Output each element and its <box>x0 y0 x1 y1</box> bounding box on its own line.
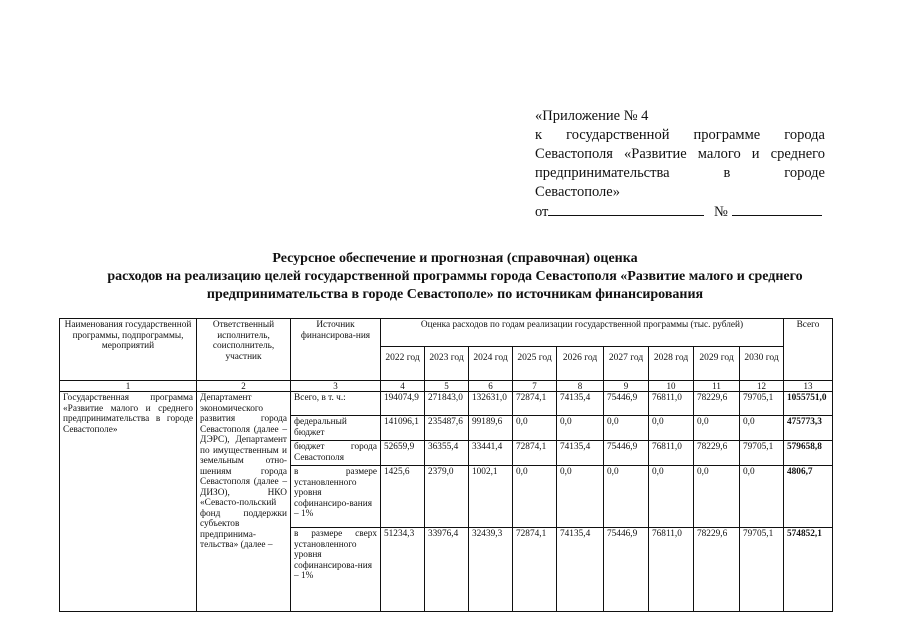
value-cell: 32439,3 <box>469 528 513 612</box>
col-number: 6 <box>469 381 513 392</box>
value-cell: 0,0 <box>513 416 557 441</box>
value-cell: 194074,9 <box>381 392 425 416</box>
header-total: Всего <box>784 319 833 381</box>
col-number: 5 <box>425 381 469 392</box>
value-cell: 36355,4 <box>425 441 469 466</box>
year-header: 2023 год <box>425 347 469 381</box>
year-header: 2026 год <box>557 347 604 381</box>
col-number: 2 <box>197 381 291 392</box>
value-cell: 78229,6 <box>694 528 740 612</box>
document-title <box>40 250 870 304</box>
number-label: № <box>714 204 728 220</box>
value-cell: 72874,1 <box>513 528 557 612</box>
col-number: 9 <box>604 381 649 392</box>
value-cell: 33441,4 <box>469 441 513 466</box>
value-cell: 72874,1 <box>513 441 557 466</box>
program-name: Государственная программа «Развитие малого и среднего предпринимательства в городе Севастополе» <box>60 392 197 612</box>
value-cell: 0,0 <box>604 416 649 441</box>
col-number: 12 <box>740 381 784 392</box>
value-cell: 75446,9 <box>604 528 649 612</box>
value-cell: 1425,6 <box>381 466 425 528</box>
value-cell: 79705,1 <box>740 528 784 612</box>
total-cell: 475773,3 <box>784 416 833 441</box>
year-header: 2025 год <box>513 347 557 381</box>
col-number: 13 <box>784 381 833 392</box>
value-cell: 33976,4 <box>425 528 469 612</box>
source-cell: Всего, в т. ч.: <box>291 392 381 416</box>
value-cell: 271843,0 <box>425 392 469 416</box>
value-cell: 2379,0 <box>425 466 469 528</box>
from-label: от <box>535 204 549 220</box>
value-cell: 132631,0 <box>469 392 513 416</box>
value-cell: 76811,0 <box>649 528 694 612</box>
appendix-line: Севастополя «Развитие малого и среднего <box>535 146 825 162</box>
value-cell: 0,0 <box>740 416 784 441</box>
header-name: Наименования государственной программы, подпрограммы, мероприятий <box>60 319 197 381</box>
title-line: Ресурсное обеспечение и прогнозная (справочная) оценка <box>272 251 638 266</box>
program-executors: Департамент экономического развития города Севастополя (далее – ДЭРС), Департамент по имущественным и земельным отно-шениям города Севастополя (далее – ДИЗО), НКО «Севасто-польский фонд поддержки субъектов предпринима-тельства» (далее – <box>197 392 291 612</box>
col-number: 10 <box>649 381 694 392</box>
header-estimate: Оценка расходов по годам реализации государственной программы (тыс. рублей) <box>381 319 784 347</box>
header-source: Источник финансирова-ния <box>291 319 381 381</box>
year-header: 2028 год <box>649 347 694 381</box>
value-cell: 78229,6 <box>694 441 740 466</box>
year-header: 2022 год <box>381 347 425 381</box>
value-cell: 79705,1 <box>740 392 784 416</box>
value-cell: 0,0 <box>649 416 694 441</box>
col-number: 7 <box>513 381 557 392</box>
value-cell: 0,0 <box>604 466 649 528</box>
funding-table <box>59 318 833 612</box>
appendix-header <box>535 107 825 222</box>
col-number: 3 <box>291 381 381 392</box>
appendix-title: «Приложение № 4 <box>535 108 649 124</box>
total-cell: 1055751,0 <box>784 392 833 416</box>
value-cell: 74135,4 <box>557 528 604 612</box>
value-cell: 75446,9 <box>604 441 649 466</box>
value-cell: 79705,1 <box>740 441 784 466</box>
col-number: 8 <box>557 381 604 392</box>
value-cell: 76811,0 <box>649 392 694 416</box>
source-cell: в размере установленного уровня софинансиро-вания – 1% <box>291 466 381 528</box>
value-cell: 141096,1 <box>381 416 425 441</box>
year-header: 2024 год <box>469 347 513 381</box>
value-cell: 0,0 <box>513 466 557 528</box>
date-blank <box>548 202 704 216</box>
value-cell: 74135,4 <box>557 392 604 416</box>
appendix-line: Севастополе» <box>535 184 620 200</box>
value-cell: 52659,9 <box>381 441 425 466</box>
value-cell: 0,0 <box>557 416 604 441</box>
value-cell: 235487,6 <box>425 416 469 441</box>
year-header: 2030 год <box>740 347 784 381</box>
col-number: 4 <box>381 381 425 392</box>
value-cell: 78229,6 <box>694 392 740 416</box>
total-cell: 574852,1 <box>784 528 833 612</box>
appendix-date-number <box>535 202 825 222</box>
value-cell: 0,0 <box>694 416 740 441</box>
header-executor: Ответственный исполнитель, соисполнитель, участник <box>197 319 291 381</box>
value-cell: 74135,4 <box>557 441 604 466</box>
appendix-line: к государственной программе города <box>535 127 825 143</box>
table-row <box>60 392 833 416</box>
appendix-line: предпринимательства в городе <box>535 165 825 181</box>
total-cell: 4806,7 <box>784 466 833 528</box>
value-cell: 51234,3 <box>381 528 425 612</box>
value-cell: 72874,1 <box>513 392 557 416</box>
col-number: 1 <box>60 381 197 392</box>
value-cell: 0,0 <box>740 466 784 528</box>
title-line: расходов на реализацию целей государственной программы города Севастополя «Развитие малого и среднего <box>107 269 803 284</box>
year-header: 2029 год <box>694 347 740 381</box>
value-cell: 0,0 <box>649 466 694 528</box>
value-cell: 99189,6 <box>469 416 513 441</box>
value-cell: 1002,1 <box>469 466 513 528</box>
value-cell: 75446,9 <box>604 392 649 416</box>
source-cell: федеральный бюджет <box>291 416 381 441</box>
col-number: 11 <box>694 381 740 392</box>
year-header: 2027 год <box>604 347 649 381</box>
total-cell: 579658,8 <box>784 441 833 466</box>
title-line: предпринимательства в городе Севастополе» по источникам финансирования <box>206 287 704 302</box>
value-cell: 0,0 <box>557 466 604 528</box>
source-cell: в размере сверх установленного уровня софинансирова-ния – 1% <box>291 528 381 612</box>
number-blank <box>732 202 822 216</box>
value-cell: 0,0 <box>694 466 740 528</box>
source-cell: бюджет города Севастополя <box>291 441 381 466</box>
value-cell: 76811,0 <box>649 441 694 466</box>
